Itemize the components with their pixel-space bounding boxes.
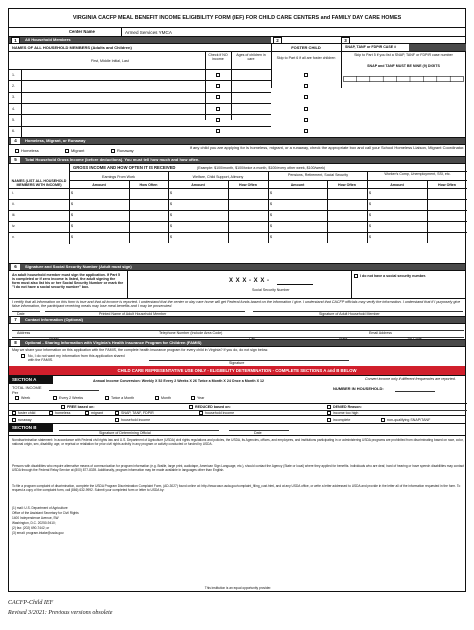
pensions-label: Pensions, Retirement, Social Security: [287, 173, 349, 177]
amount-label: Amount: [290, 183, 305, 187]
free-label: FREE based on:: [67, 404, 95, 409]
equal-opportunity: This institution is an equal opportunity provider.: [204, 586, 272, 590]
no-income-label: Check if NO income: [208, 53, 228, 62]
dollar-sign: $: [170, 235, 172, 239]
section-1-header: All Household Members: [25, 37, 71, 42]
mail-line: Washington, D.C. 20250-9410;: [12, 521, 56, 525]
freq-2weeks-checkbox[interactable]: [53, 396, 57, 400]
reduced-checkbox[interactable]: [189, 405, 193, 409]
annual-conversion: Annual Income Conversion: Weekly X 52 Every 2 Weeks X 26 Twice a Month X 24 Once a Month X 12: [93, 379, 264, 383]
member-row-number: 5.: [12, 118, 15, 122]
official-signature-label: Signature of Determining Official: [99, 431, 151, 435]
amount-label: Amount: [191, 183, 205, 187]
denied-income-label: income too high: [333, 411, 359, 415]
dollar-sign: $: [71, 213, 73, 217]
section-6-header: [9, 263, 465, 270]
center-name-row: [9, 27, 465, 36]
snap-case-label: SNAP, TANF or FDPIR CASE #: [345, 45, 397, 49]
free-income-label: household income: [121, 418, 151, 422]
freq-2weeks-label: Every 2 Weeks: [59, 396, 84, 400]
household-count-line[interactable]: [395, 391, 435, 392]
reduced-income-label: household income: [205, 411, 235, 415]
section-4-title: Homeless, Migrant, or Runaway: [25, 138, 86, 143]
dollar-sign: $: [369, 235, 371, 239]
dollar-sign: $: [71, 202, 73, 206]
how-often-label: How Often: [239, 183, 257, 187]
welfare-label: Welfare, Child Support, Alimony: [192, 174, 244, 179]
nondiscrimination: [9, 435, 465, 593]
dollar-sign: $: [71, 235, 73, 239]
total-income-label: TOTAL INCOME Per: [12, 385, 42, 395]
famis-signature-line[interactable]: [149, 360, 349, 361]
income-names-label: NAMES (LIST ALL HOUSEHOLD MEMBERS WITH INCOME): [11, 179, 67, 188]
dollar-sign: $: [369, 202, 371, 206]
foster-checkbox[interactable]: [304, 73, 308, 77]
section-6-title: Signature and Social Security Number (Adult must sign): [25, 264, 132, 269]
section-a: [9, 375, 465, 415]
nondiscrimination-p3: To file a program complaint of discrimination, complete the USDA Program Discrimination Complaint Form, (AD-3027) found online at: http://www.ascr.usda.gov/complaint_filing_cust.html, and at any USDA office, or write a letter addressed to USDA and provide in the letter all of the information requested in the form. To request a copy of the complaint form, call (866) 632-9992. Submit your completed form or letter to USDA by:: [12, 484, 461, 493]
free-snap-label: SNAP, TANF, FDPIR: [121, 411, 154, 415]
freq-year-checkbox[interactable]: [191, 396, 195, 400]
section-a-row2: [9, 415, 465, 423]
certification-text: I certify that all information on this form is true and that all income is reported. I understand that the center or day care home will get Federal funds based on the information I give. I understand that CACFP officials may verify the information. I understand that if I purposely give false information, the participant receiving meals may lose meal benefits and I may be prosecuted.: [12, 300, 461, 309]
dollar-sign: $: [270, 235, 272, 239]
runaway-label: Runaway: [117, 148, 134, 153]
printed-name-label: Printed Name of Adult Household Member: [99, 312, 167, 317]
freq-month-label: Month: [161, 396, 171, 400]
migrant-checkbox[interactable]: [65, 149, 69, 153]
member-row-number: 6.: [12, 129, 15, 133]
no-income-checkbox[interactable]: [216, 73, 220, 77]
free-runaway-checkbox[interactable]: [12, 418, 16, 422]
foster-checkbox[interactable]: [304, 129, 308, 133]
dollar-sign: $: [270, 213, 272, 217]
section-4-header: [9, 137, 465, 144]
freq-twice-month-checkbox[interactable]: [105, 396, 109, 400]
address-label: Address: [17, 331, 31, 335]
income-row-number: iv.: [12, 224, 16, 228]
mail-line: 1400 Independence Avenue, SW: [12, 516, 59, 520]
mail-line: Office of the Assistant Secretary for Civil Rights: [12, 511, 79, 515]
freq-year-label: Year: [197, 396, 205, 400]
section-4-note: If any child you are applying for is homeless, migrant, or a runaway, check the appropriate box and call your School Homeless Liaison, Migrant Coordinator.: [189, 145, 465, 150]
section-6-number: 6: [11, 264, 20, 270]
section-1-3-labels: [9, 43, 465, 51]
ssn-mask: X X X - X X -: [229, 278, 270, 284]
household-count-label: NUMBER IN HOUSEHOLD:: [333, 386, 384, 391]
foster-checkbox[interactable]: [304, 95, 308, 99]
section-8-number: 8: [11, 340, 20, 346]
email-label: Email Address: [369, 331, 392, 335]
contact-info: [9, 323, 465, 339]
how-often-label: How Often: [338, 183, 356, 187]
denied-snap-label: non-qualifying SNAP/TANF: [387, 418, 431, 422]
foster-child-label: FOSTER CHILD: [291, 45, 321, 50]
gross-income-label: GROSS INCOME AND HOW OFTEN IT IS RECEIVED: [73, 165, 176, 170]
form-id: CACFP-Child IEF: [8, 600, 54, 606]
section-5-number: 5: [11, 157, 20, 163]
section-a-title: SECTION A: [9, 376, 53, 384]
free-homeless-label: homeless: [55, 411, 71, 415]
foster-checkbox[interactable]: [304, 84, 308, 88]
famis-question: May we share your information on this application with the FAMIS, the complete health insurance program for every child in Virginia? If you do, do not sign below.: [12, 348, 269, 352]
revised-note: Revised 3/2021: Previous versions obsolete: [8, 610, 113, 616]
household-names-label: NAMES OF ALL HOUSEHOLD MEMBERS (Adults and Children): [12, 45, 132, 50]
freq-week-checkbox[interactable]: [15, 396, 19, 400]
amount-label: Amount: [92, 183, 106, 187]
no-ssn-checkbox[interactable]: [354, 274, 358, 278]
section-3-number: 3: [341, 37, 350, 44]
snap-note: Skip to Part 5 if you list a SNAP, TANF or FDPIR case number: [354, 53, 453, 57]
no-income-checkbox[interactable]: [216, 118, 220, 122]
free-income-checkbox[interactable]: [115, 418, 119, 422]
how-often-label: How Often: [139, 183, 158, 187]
section-5-heading-row: [9, 163, 465, 171]
ssn-label: Social Security Number: [252, 288, 290, 292]
center-name-value[interactable]: Armed Services YMCA: [125, 29, 172, 35]
section-1-number: 1: [11, 37, 20, 44]
foster-checkbox[interactable]: [304, 107, 308, 111]
denied-checkbox[interactable]: [327, 405, 331, 409]
foster-note: Skip to Part 6 if all are foster children: [276, 56, 336, 60]
income-row-number: ii.: [12, 202, 15, 206]
no-income-checkbox[interactable]: [216, 84, 220, 88]
free-checkbox[interactable]: [61, 405, 65, 409]
workers-comp-label: Worker's Comp, Unemployment, SSI, etc.: [384, 172, 451, 177]
ssn-instructions: An adult household member must sign the application. If Part 5 is completed or if zero income is listed, the adult signing the form must also list his or her Social Security Number or mark the "I do not have a social security number" box.: [12, 272, 124, 289]
denied-snap-checkbox[interactable]: [381, 418, 385, 422]
no-ssn-label: I do not have a social security number.: [360, 274, 427, 278]
date-label: Date: [17, 312, 25, 317]
runaway-checkbox[interactable]: [111, 149, 115, 153]
no-income-checkbox[interactable]: [216, 107, 220, 111]
section-6-ssn-row: [9, 270, 465, 298]
free-runaway-label: runaway: [18, 418, 32, 422]
income-eligibility-form: [8, 8, 466, 592]
famis-opt-out-label: No, I do not want my information from this application shared with the FAMIS.: [28, 354, 125, 363]
form-title: VIRGINIA CACFP MEAL BENEFIT INCOME ELIGIBILITY FORM (IEF) FOR CHILD CARE CENTERS and FAMILY DAY CARE HOMES: [72, 15, 402, 21]
mail-line: (1) mail: U.S. Department of Agriculture: [12, 506, 68, 510]
signature-label: Signature of Adult Household Member: [319, 312, 380, 317]
gross-income-example: (Example: $100/month, $100/twice a month, $100/every other week, $100/week): [197, 166, 326, 171]
dollar-sign: $: [270, 224, 272, 228]
center-name-label: Center Name: [69, 29, 95, 34]
famis-sharing: [9, 346, 465, 366]
section-8-title: Optional - Sharing Information with Virginia's Health Insurance Program for Children (FAMIS): [25, 340, 202, 345]
dollar-sign: $: [170, 191, 172, 195]
section-1-subheadings: [9, 51, 465, 69]
free-migrant-label: migrant: [91, 411, 103, 415]
section-b-title: SECTION B: [9, 424, 53, 432]
member-row-number: 1.: [12, 73, 15, 77]
foster-checkbox[interactable]: [304, 118, 308, 122]
ssn-last-four-line[interactable]: [277, 284, 313, 285]
denied-label: DENIED Reason:: [333, 404, 362, 409]
section-4-number: 4: [11, 138, 20, 144]
denied-incomplete-label: incomplete: [333, 418, 351, 422]
nondiscrimination-p2: Persons with disabilities who require alternative means of communication for program information (e.g. Braille, large print, audiotape, American Sign Language, etc.), should contact the Agency (State or local) where they applied for benefits. Individuals who are deaf, hard of hearing or have speech disabilities may contact USDA through the Federal Relay Service at (800) 877-8339. Additionally, program information may be made available in languages other than English.: [12, 464, 464, 473]
famis-signature-label: Signature: [229, 361, 245, 365]
representative-use-banner: CHILD CARE REPRESENTATIVE USE ONLY - ELIGIBILITY DETERMINATION - COMPLETE SECTIONS A and B BELOW: [9, 366, 465, 375]
section-8-header: [9, 339, 465, 346]
mail-line: (2) fax: (202) 690-7442; or: [12, 526, 50, 530]
snap-must-note: SNAP and TANF MUST BE NINE (9) DIGITS: [367, 64, 440, 68]
section-7-title: Contact Information (Optional): [25, 317, 83, 322]
section-1-3-header: [9, 36, 465, 43]
freq-week-label: Week: [21, 396, 31, 400]
section-5-title: Total Household Gross Income (before deductions). You must tell how much and how often.: [25, 157, 200, 162]
dollar-sign: $: [270, 202, 272, 206]
dollar-sign: $: [369, 224, 371, 228]
section-4-body: [9, 144, 465, 156]
nondiscrimination-p1: Nondiscrimination statement: In accordance with Federal civil rights law and U.S. Department of Agriculture (USDA) civil rights regulations and policies, the USDA, its Agencies, offices, and employees, and institutions participating in or administering USDA programs are prohibited from discriminating based on race, color, national origin, sex, disability, age, or reprisal or retaliation for prior civil rights activity in any program or activity conducted or funded by USDA.: [12, 438, 464, 447]
section-6-certify: [9, 298, 465, 316]
dollar-sign: $: [369, 213, 371, 217]
section-7-number: 7: [11, 317, 20, 323]
ages-label: Ages of children in care: [236, 53, 266, 62]
freq-twice-month-label: Twice a Month: [111, 396, 135, 400]
homeless-label: Homeless: [21, 148, 39, 153]
member-row-number: 3.: [12, 95, 15, 99]
dollar-sign: $: [170, 202, 172, 206]
income-row-number: i.: [12, 191, 14, 195]
free-foster-label: foster child: [18, 411, 36, 415]
denied-incomplete-checkbox[interactable]: [327, 418, 331, 422]
reduced-label: REDUCED based on:: [195, 404, 231, 409]
dollar-sign: $: [170, 213, 172, 217]
total-income-line[interactable]: [49, 390, 99, 391]
mail-line: (3) email: program.intake@usda.gov.: [12, 531, 65, 535]
no-income-checkbox[interactable]: [216, 95, 220, 99]
member-row-number: 4.: [12, 106, 15, 111]
section-5-header: [9, 156, 465, 163]
no-income-checkbox[interactable]: [216, 129, 220, 133]
homeless-checkbox[interactable]: [15, 149, 19, 153]
freq-month-checkbox[interactable]: [155, 396, 159, 400]
convert-note: Convert income only if different frequencies are reported.: [365, 377, 456, 381]
famis-opt-out-checkbox[interactable]: [21, 354, 25, 358]
telephone-label: Telephone Number (Include Area Code): [159, 331, 223, 335]
section-7-header: [9, 316, 465, 323]
how-often-label: How Often: [438, 183, 456, 187]
dollar-sign: $: [270, 191, 272, 195]
migrant-label: Migrant: [71, 148, 85, 153]
household-member-rows: [9, 69, 467, 137]
section-b: [9, 423, 465, 435]
dollar-sign: $: [170, 224, 172, 228]
dollar-sign: $: [71, 224, 73, 228]
dollar-sign: $: [71, 191, 73, 195]
name-format-label: First, Middle Initial, Last: [91, 59, 129, 63]
amount-label: Amount: [390, 183, 404, 187]
member-row-number: 2.: [12, 84, 15, 88]
official-date-label: Date: [254, 431, 262, 435]
income-row-number: v.: [12, 235, 15, 239]
income-row-number: iii.: [12, 213, 16, 217]
earnings-label: Earnings From Work: [102, 174, 135, 179]
dollar-sign: $: [369, 191, 371, 195]
income-rows: [9, 188, 467, 243]
section-2-number: 2: [273, 37, 282, 44]
